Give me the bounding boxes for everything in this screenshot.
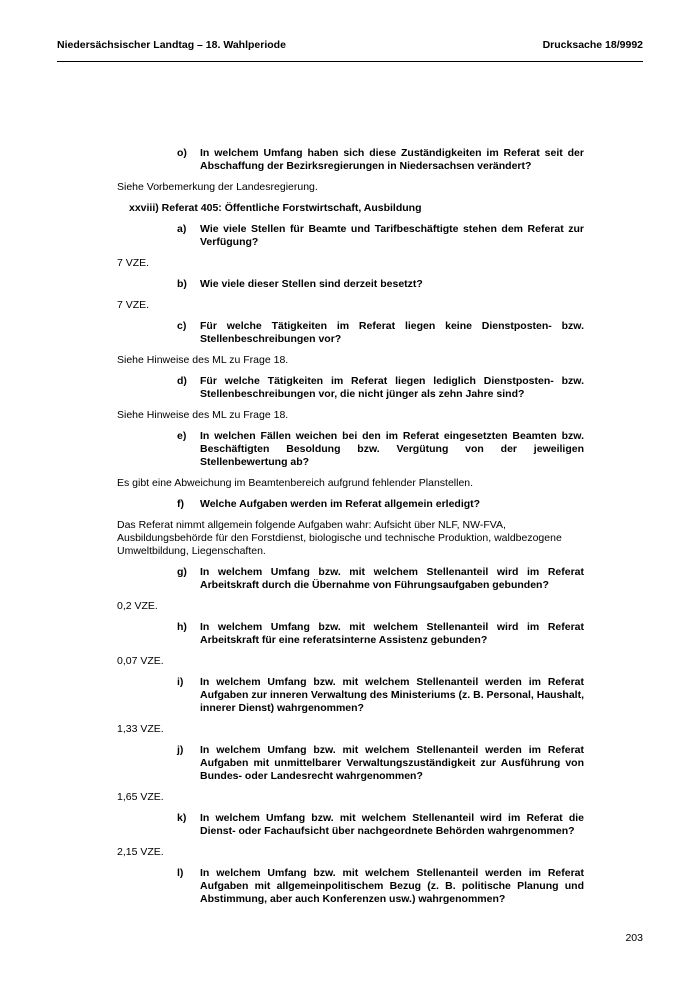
answer: 1,33 VZE. [117,723,164,735]
question [117,676,584,715]
question [117,498,584,511]
answer: Siehe Hinweise des ML zu Frage 18. [117,354,289,366]
question-text: Wie viele dieser Stellen sind derzeit besetzt? [200,278,423,290]
question-label: j) [177,744,184,756]
question-label: c) [177,320,187,332]
question [117,430,584,469]
section-heading: xxviii) Referat 405: Öffentliche Forstwirtschaft, Ausbildung [129,202,422,214]
question [117,375,584,401]
question [117,621,584,647]
question-text: Für welche Tätigkeiten im Referat liegen keine Dienstposten- bzw. Stellenbeschreibungen vor? [200,320,584,345]
question-label: k) [177,812,187,824]
question-text: In welchem Umfang bzw. mit welchem Stellenanteil wird im Referat Arbeitskraft durch die Übernahme von Führungsaufgaben gebunden? [200,566,584,591]
answer: Siehe Hinweise des ML zu Frage 18. [117,409,289,421]
answer: 0,2 VZE. [117,600,158,612]
question-label: a) [177,223,187,235]
page-number: 203 [625,932,643,944]
answer: Es gibt eine Abweichung im Beamtenbereich aufgrund fehlender Planstellen. [117,477,474,489]
question-text: In welchem Umfang bzw. mit welchem Stellenanteil wird im Referat Arbeitskraft für eine referatsinterne Assistenz gebunden? [200,621,584,646]
question-label: e) [177,430,187,442]
question [117,278,584,291]
question [117,867,584,906]
question-text: In welchem Umfang haben sich diese Zuständigkeiten im Referat seit der Abschaffung der Bezirksregierungen in Niedersachsen verändert? [200,147,584,172]
question-label: i) [177,676,184,688]
question-label: g) [177,566,187,578]
header-document-number: Drucksache 18/9992 [542,39,643,51]
answer: 2,15 VZE. [117,846,164,858]
question-text: In welchem Umfang bzw. mit welchem Stellenanteil werden im Referat Aufgaben mit unmittelbarer Verwaltungszuständigkeit zur Ausführung von Bundes- oder Landesrecht wahrgenommen? [200,744,584,782]
question-text: In welchem Umfang bzw. mit welchem Stellenanteil werden im Referat Aufgaben mit allgemeinpolitischem Bezug (z. B. politische Planung und Abstimmung, aber auch Konferenzen usw.) wahrgenommen? [200,867,584,905]
answer: 1,65 VZE. [117,791,164,803]
question-label: o) [177,147,187,159]
question-label: b) [177,278,187,290]
question-label: l) [177,867,184,879]
question [117,320,584,346]
answer: Siehe Vorbemerkung der Landesregierung. [117,181,318,193]
question-label: f) [177,498,184,510]
question-label: d) [177,375,187,387]
question [117,223,584,249]
question [117,566,584,592]
question-text: Wie viele Stellen für Beamte und Tarifbeschäftigte stehen dem Referat zur Verfügung? [200,223,584,248]
question-text: Welche Aufgaben werden im Referat allgemein erledigt? [200,498,481,510]
header-title: Niedersächsischer Landtag – 18. Wahlperiode [57,39,286,51]
header-divider [57,61,643,62]
question-text: In welchem Umfang bzw. mit welchem Stellenanteil wird im Referat die Dienst- oder Fachaufsicht über nachgeordnete Behörden wahrgenommen? [200,812,584,837]
question [117,147,584,173]
question [117,812,584,838]
question [117,744,584,783]
question-text: In welchen Fällen weichen bei den im Referat eingesetzten Beamten bzw. Beschäftigten Besoldung bzw. Vergütung von der jeweiligen Stellenbewertung ab? [200,430,584,468]
answer: 7 VZE. [117,299,150,311]
question-text: In welchem Umfang bzw. mit welchem Stellenanteil werden im Referat Aufgaben zur inneren Verwaltung des Ministeriums (z. B. Personal, Haushalt, innerer Dienst) wahrgenommen? [200,676,584,714]
answer: 7 VZE. [117,257,150,269]
question-label: h) [177,621,187,633]
question-text: Für welche Tätigkeiten im Referat liegen lediglich Dienstposten- bzw. Stellenbeschreibungen vor, die nicht jünger als zehn Jahre sind? [200,375,584,400]
answer: 0,07 VZE. [117,655,164,667]
answer: Das Referat nimmt allgemein folgende Aufgaben wahr: Aufsicht über NLF, NW-FVA, Ausbildungsbehörde für den Forstdienst, biologische und technische Produktion, waldbezogene Umweltbildung, Liegenschaften. [117,519,562,557]
document-body [117,147,584,914]
